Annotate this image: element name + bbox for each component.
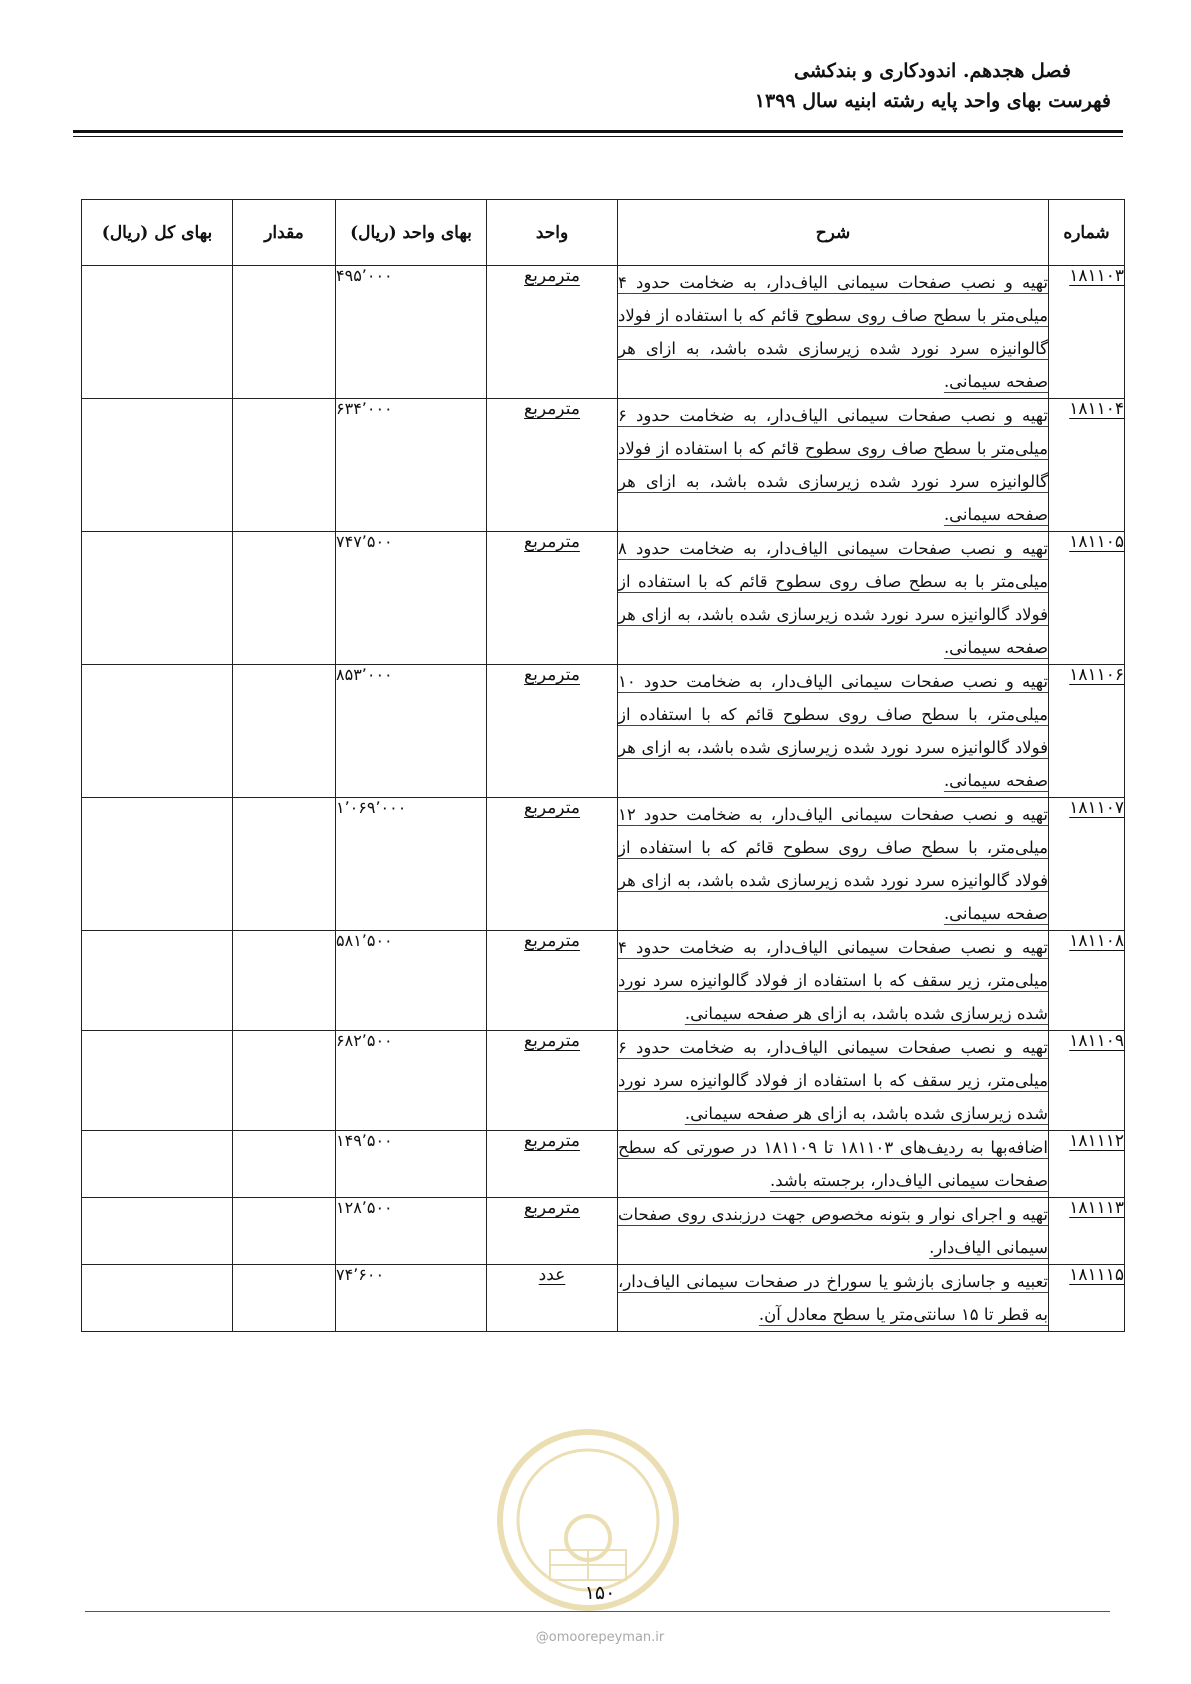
header-rule-thin [73, 136, 1123, 137]
item-code: ۱۸۱۱۰۳ [1069, 266, 1124, 286]
item-description-cell [618, 399, 1049, 532]
item-unit: مترمربع [524, 931, 580, 951]
table-header-row [82, 200, 1125, 266]
item-unit: مترمربع [524, 1131, 580, 1151]
item-description: اضافه‌بها به ردیف‌های ۱۸۱۱۰۳ تا ۱۸۱۱۰۹ در صورتی که سطح صفحات سیمانی الیاف‌دار، برجسته باشد. [618, 1138, 1049, 1190]
item-description: تهیه و نصب صفحات سیمانی الیاف‌دار، به ضخامت حدود ۴ میلی‌متر، زیر سقف که با استفاده از فولاد گالوانیزه سرد نورد شده زیرسازی شده باشد، به ازای هر صفحه سیمانی. [618, 938, 1048, 1023]
column-header-unit-price: بهای واحد (ریال) [336, 200, 487, 266]
table-row [82, 665, 1125, 798]
item-code-cell [1049, 1031, 1125, 1131]
item-unit-price: ۷۴٬۶۰۰ [336, 1265, 487, 1332]
item-unit-price: ۷۴۷٬۵۰۰ [336, 532, 487, 665]
item-description: تهیه و نصب صفحات سیمانی الیاف‌دار، به ضخامت حدود ۶ میلی‌متر، زیر سقف که با استفاده از فولاد گالوانیزه سرد نورد شده زیرسازی شده باشد، به ازای هر صفحه سیمانی. [618, 1038, 1048, 1123]
item-description-cell [618, 266, 1049, 399]
item-quantity[interactable] [233, 399, 336, 532]
item-quantity[interactable] [233, 1131, 336, 1198]
item-description: تهیه و اجرای نوار و بتونه مخصوص جهت درزبندی روی صفحات سیمانی الیاف‌دار. [618, 1205, 1048, 1257]
table-row [82, 1265, 1125, 1332]
item-unit-price: ۴۹۵٬۰۰۰ [336, 266, 487, 399]
item-code-cell [1049, 532, 1125, 665]
item-description-cell [618, 1198, 1049, 1265]
item-code-cell [1049, 665, 1125, 798]
item-unit: مترمربع [524, 665, 580, 685]
item-description-cell [618, 931, 1049, 1031]
header-rule-thick [73, 130, 1123, 133]
item-code-cell [1049, 798, 1125, 931]
item-description-cell [618, 1131, 1049, 1198]
item-unit-cell [487, 399, 618, 532]
table-row [82, 798, 1125, 931]
item-description-cell [618, 532, 1049, 665]
column-header-total: بهای کل (ریال) [82, 200, 233, 266]
website-watermark: @omoorepeyman.ir [535, 1630, 665, 1645]
item-description: تهیه و نصب صفحات سیمانی الیاف‌دار، به ضخامت حدود ۶ میلی‌متر با سطح صاف روی سطوح قائم که با استفاده از فولاد گالوانیزه سرد نورد شده زیرسازی شده باشد، به ازای هر صفحه سیمانی. [618, 406, 1048, 524]
item-description: تعبیه و جاسازی بازشو یا سوراخ در صفحات سیمانی الیاف‌دار، به قطر تا ۱۵ سانتی‌متر یا سطح معادل آن. [618, 1272, 1048, 1324]
item-code: ۱۸۱۱۰۹ [1069, 1031, 1124, 1051]
item-total[interactable] [82, 1265, 233, 1332]
item-total[interactable] [82, 1131, 233, 1198]
item-code-cell [1049, 1265, 1125, 1332]
item-description-cell [618, 1265, 1049, 1332]
item-quantity[interactable] [233, 266, 336, 399]
item-description-cell [618, 665, 1049, 798]
item-code-cell [1049, 1198, 1125, 1265]
item-unit-cell [487, 665, 618, 798]
item-total[interactable] [82, 399, 233, 532]
item-quantity[interactable] [233, 798, 336, 931]
item-unit-cell [487, 1031, 618, 1131]
table-row [82, 1031, 1125, 1131]
price-list-table [81, 199, 1125, 1332]
item-total[interactable] [82, 798, 233, 931]
column-header-quantity: مقدار [233, 200, 336, 266]
item-quantity[interactable] [233, 532, 336, 665]
page-header [71, 56, 1111, 116]
item-unit-price: ۶۸۲٬۵۰۰ [336, 1031, 487, 1131]
item-unit-price: ۶۳۴٬۰۰۰ [336, 399, 487, 532]
item-code: ۱۸۱۱۰۴ [1069, 399, 1124, 419]
item-code: ۱۸۱۱۰۸ [1069, 931, 1124, 951]
column-header-code: شماره [1049, 200, 1125, 266]
item-total[interactable] [82, 266, 233, 399]
item-description: تهیه و نصب صفحات سیمانی الیاف‌دار، به ضخامت حدود ۸ میلی‌متر با به سطح صاف روی سطوح قائم که با استفاده از فولاد گالوانیزه سرد نورد شده زیرسازی شده باشد، به ازای هر صفحه سیمانی. [618, 539, 1048, 657]
item-unit: مترمربع [524, 399, 580, 419]
table-row [82, 1198, 1125, 1265]
item-description-cell [618, 1031, 1049, 1131]
item-total[interactable] [82, 532, 233, 665]
item-unit-cell [487, 798, 618, 931]
item-quantity[interactable] [233, 1265, 336, 1332]
item-code: ۱۸۱۱۰۵ [1069, 532, 1124, 552]
item-quantity[interactable] [233, 931, 336, 1031]
table-row [82, 532, 1125, 665]
item-total[interactable] [82, 1198, 233, 1265]
item-code-cell [1049, 266, 1125, 399]
item-unit: عدد [538, 1265, 566, 1285]
item-description-cell [618, 798, 1049, 931]
item-description: تهیه و نصب صفحات سیمانی الیاف‌دار، به ضخامت حدود ۱۲ میلی‌متر، با سطح صاف روی سطوح قائم که با استفاده از فولاد گالوانیزه سرد نورد شده زیرسازی شده باشد، به ازای هر صفحه سیمانی. [618, 805, 1048, 923]
item-total[interactable] [82, 665, 233, 798]
chapter-title: فصل هجدهم. اندودکاری و بندکشی [793, 60, 1071, 82]
item-code-cell [1049, 399, 1125, 532]
item-quantity[interactable] [233, 1031, 336, 1131]
item-unit: مترمربع [524, 1198, 580, 1218]
item-description: تهیه و نصب صفحات سیمانی الیاف‌دار، به ضخامت حدود ۴ میلی‌متر با سطح صاف روی سطوح قائم که با استفاده از فولاد گالوانیزه سرد نورد شده زیرسازی شده باشد، به ازای هر صفحه سیمانی. [618, 273, 1048, 391]
column-header-description: شرح [618, 200, 1049, 266]
item-unit-price: ۱٬۰۶۹٬۰۰۰ [336, 798, 487, 931]
item-unit: مترمربع [524, 266, 580, 286]
page-number: ۱۵۰ [584, 1582, 616, 1604]
item-unit: مترمربع [524, 798, 580, 818]
item-code: ۱۸۱۱۱۲ [1069, 1131, 1124, 1151]
item-unit-cell [487, 1198, 618, 1265]
table-row [82, 931, 1125, 1031]
item-unit-cell [487, 1265, 618, 1332]
item-code-cell [1049, 931, 1125, 1031]
item-quantity[interactable] [233, 665, 336, 798]
item-unit-cell [487, 532, 618, 665]
item-code-cell [1049, 1131, 1125, 1198]
item-unit: مترمربع [524, 1031, 580, 1051]
item-total[interactable] [82, 1031, 233, 1131]
item-unit-price: ۱۲۸٬۵۰۰ [336, 1198, 487, 1265]
item-unit-price: ۵۸۱٬۵۰۰ [336, 931, 487, 1031]
table-row [82, 266, 1125, 399]
item-unit: مترمربع [524, 532, 580, 552]
item-code: ۱۸۱۱۱۳ [1069, 1198, 1124, 1218]
table-row [82, 399, 1125, 532]
item-unit-price: ۸۵۳٬۰۰۰ [336, 665, 487, 798]
column-header-unit: واحد [487, 200, 618, 266]
item-code: ۱۸۱۱۰۶ [1069, 665, 1124, 685]
item-unit-cell [487, 266, 618, 399]
item-quantity[interactable] [233, 1198, 336, 1265]
document-subtitle: فهرست بهای واحد پایه رشته ابنیه سال ۱۳۹۹ [754, 90, 1111, 112]
table-row [82, 1131, 1125, 1198]
item-code: ۱۸۱۱۱۵ [1069, 1265, 1124, 1285]
item-unit-cell [487, 931, 618, 1031]
item-unit-cell [487, 1131, 618, 1198]
item-code: ۱۸۱۱۰۷ [1069, 798, 1124, 818]
item-description: تهیه و نصب صفحات سیمانی الیاف‌دار، به ضخامت حدود ۱۰ میلی‌متر، با سطح صاف روی سطوح قائم که با استفاده از فولاد گالوانیزه سرد نورد شده زیرسازی شده باشد، به ازای هر صفحه سیمانی. [618, 672, 1048, 790]
footer-rule [85, 1611, 1110, 1612]
item-total[interactable] [82, 931, 233, 1031]
item-unit-price: ۱۴۹٬۵۰۰ [336, 1131, 487, 1198]
